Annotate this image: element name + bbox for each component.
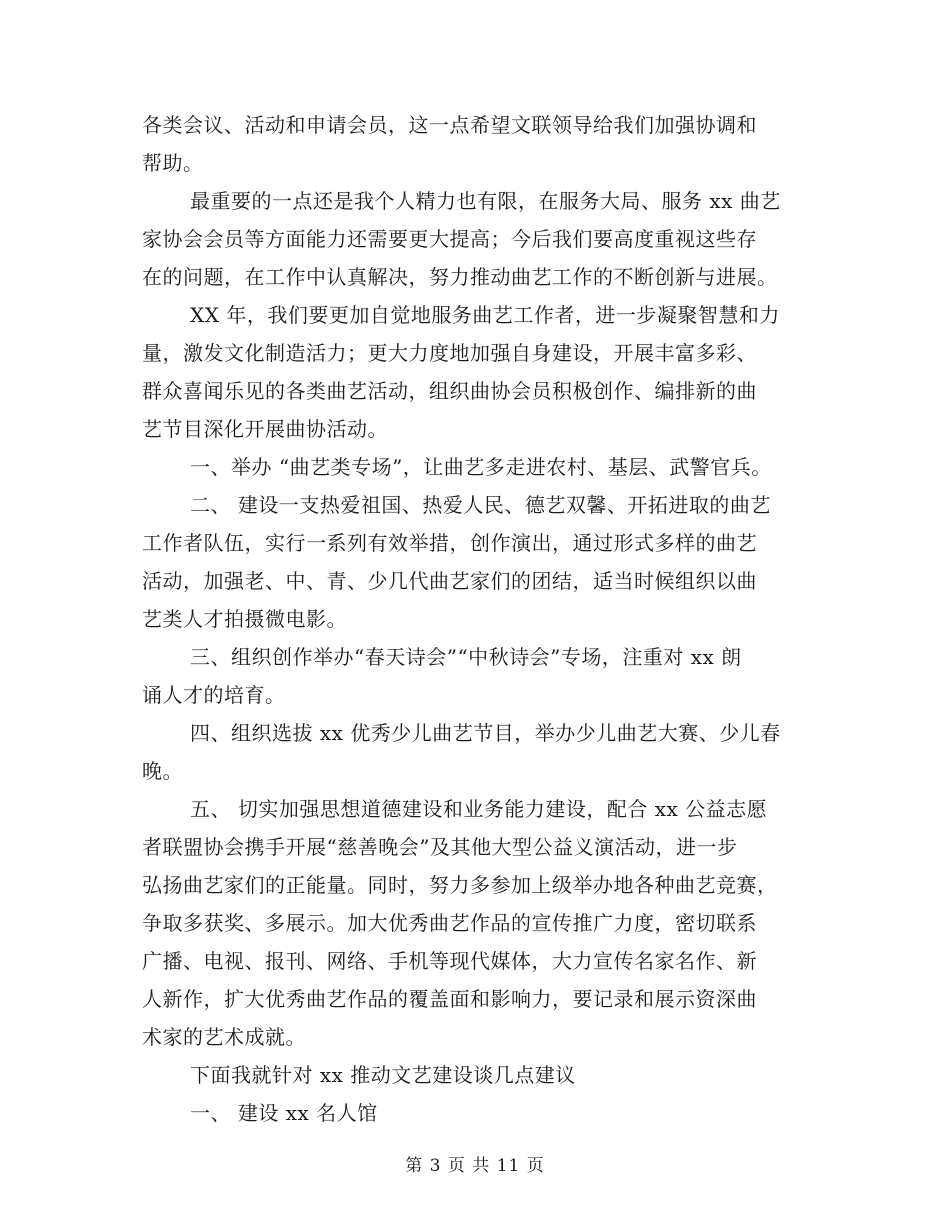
- text-line: 在的问题，在工作中认真解决，努力推动曲艺工作的不断创新与进展。: [142, 265, 778, 289]
- page-number-footer: 第 3 页 共 11 页: [405, 1156, 545, 1176]
- text-line: 人新作，扩大优秀曲艺作品的覆盖面和影响力，要记录和展示资深曲: [142, 987, 757, 1011]
- text-line: 者联盟协会携手开展“慈善晚会”及其他大型公益义演活动，进一步: [142, 835, 738, 859]
- text-line: 工作者队伍，实行一系列有效举措，创作演出，通过形式多样的曲艺: [142, 531, 757, 555]
- text-line: 艺类人才拍摄微电影。: [142, 607, 347, 631]
- text-line: 家协会会员等方面能力还需要更大提高；今后我们要高度重视这些存: [142, 227, 757, 251]
- text-line: 最重要的一点还是我个人精力也有限，在服务大局、服务 xx 曲艺: [190, 189, 781, 213]
- text-line: 下面我就针对 xx 推动文艺建设谈几点建议: [190, 1063, 576, 1087]
- text-line: 活动，加强老、中、青、少几代曲艺家们的团结，适当时候组织以曲: [142, 569, 757, 593]
- text-line: 各类会议、活动和申请会员，这一点希望文联领导给我们加强协调和: [142, 113, 757, 137]
- text-line: 四、组织选拔 xx 优秀少儿曲艺节目，举办少儿曲艺大赛、少儿春: [190, 721, 781, 745]
- text-line: 帮助。: [142, 151, 204, 175]
- text-line: 诵人才的培育。: [142, 683, 286, 707]
- text-line: 群众喜闻乐见的各类曲艺活动，组织曲协会员积极创作、编排新的曲: [142, 379, 757, 403]
- text-line: 三、组织创作举办“春天诗会”“中秋诗会”专场，注重对 xx 朗: [190, 645, 742, 669]
- text-line: 艺节目深化开展曲协活动。: [142, 417, 388, 441]
- text-line: 争取多获奖、多展示。加大优秀曲艺作品的宣传推广力度，密切联系: [142, 911, 757, 935]
- text-line: 量，激发文化制造活力；更大力度地加强自身建设，开展丰富多彩、: [142, 341, 757, 365]
- text-line: 晚。: [142, 759, 183, 783]
- text-line: 广播、电视、报刊、网络、手机等现代媒体，大力宣传名家名作、新: [142, 949, 757, 973]
- text-line: XX 年，我们要更加自觉地服务曲艺工作者，进一步凝聚智慧和力: [190, 303, 780, 327]
- text-line: 五、 切实加强思想道德建设和业务能力建设，配合 xx 公益志愿: [190, 797, 768, 821]
- text-line: 术家的艺术成就。: [142, 1025, 306, 1049]
- text-line: 一、举办 “曲艺类专场”，让曲艺多走进农村、基层、武警官兵。: [190, 455, 772, 479]
- text-line: 一、 建设 xx 名人馆: [190, 1101, 378, 1125]
- text-line: 弘扬曲艺家们的正能量。同时，努力多参加上级举办地各种曲艺竞赛，: [142, 873, 778, 897]
- text-line: 二、 建设一支热爱祖国、热爱人民、德艺双馨、开拓进取的曲艺: [190, 493, 771, 517]
